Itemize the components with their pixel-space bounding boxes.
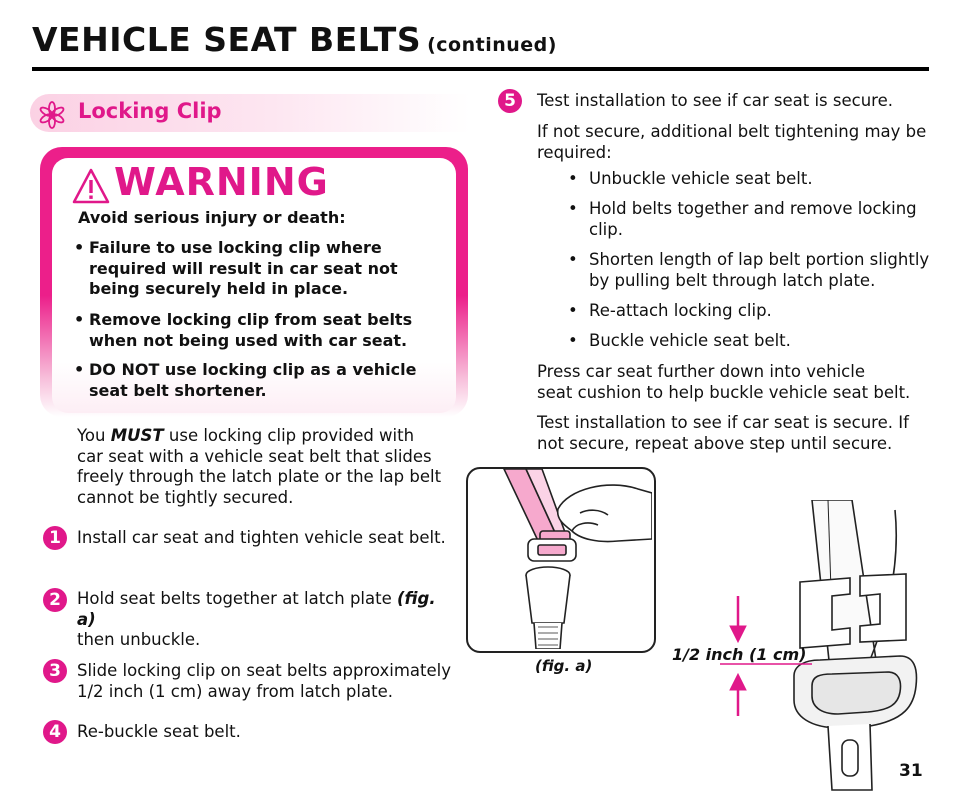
warning-bullet-3 [74, 360, 444, 401]
right-paragraph-2 [537, 362, 937, 403]
right-p1-line2: required: [537, 142, 612, 162]
right-bullet-line: by pulling belt through latch plate. [589, 270, 876, 290]
warning-lead: Avoid serious injury or death: [78, 208, 346, 227]
right-bullet-1 [568, 169, 933, 190]
page-number: 31 [899, 761, 923, 781]
intro-line2: car seat with a vehicle seat belt that slides [77, 446, 432, 466]
step-2-text [77, 589, 457, 651]
step-number-2: 2 [43, 588, 67, 612]
step-number-5: 5 [498, 89, 522, 113]
warning-bullet-2 [74, 310, 444, 351]
flower-icon [38, 101, 66, 129]
step-number-3: 3 [43, 659, 67, 683]
right-bullet-line: Hold belts together and remove locking [589, 199, 917, 218]
warning-bullet-line: required will result in car seat not [89, 258, 398, 278]
step-2-line1: Hold seat belts together at latch plate [77, 589, 397, 608]
right-p2-line2: seat cushion to help buckle vehicle seat belt. [537, 382, 911, 402]
intro-emphasis: MUST [110, 426, 164, 445]
warning-bullet-line: being securely held in place. [89, 279, 349, 298]
warning-bullet-line: Remove locking clip from seat belts [89, 310, 413, 329]
right-paragraph-1 [537, 122, 937, 163]
right-p2-line1: Press car seat further down into vehicle [537, 362, 865, 381]
intro-line3: freely through the latch plate or the lap belt [77, 467, 442, 486]
right-bullet-line: Unbuckle vehicle seat belt. [589, 169, 813, 188]
step-3-line2: 1/2 inch (1 cm) away from latch plate. [77, 681, 393, 701]
hand-buckle-illustration [468, 469, 652, 649]
section-title: Locking Clip [78, 99, 222, 123]
warning-bullet-line: DO NOT use locking clip as a vehicle [89, 360, 417, 379]
intro-line4: cannot be tightly secured. [77, 487, 294, 507]
page-title-text: VEHICLE SEAT BELTS [32, 20, 422, 59]
warning-bullet-1 [74, 238, 444, 300]
bullet-dot: • [74, 360, 85, 379]
measurement-label: 1/2 inch (1 cm) [672, 645, 807, 664]
bullet-dot: • [568, 169, 578, 188]
bullet-dot: • [74, 310, 85, 329]
warning-triangle-icon [72, 168, 110, 204]
right-bullet-line: Shorten length of lap belt portion slightly [589, 250, 930, 269]
bullet-dot: • [568, 250, 578, 269]
step-number-4: 4 [43, 720, 67, 744]
bullet-dot: • [568, 331, 578, 350]
right-bullet-5 [568, 331, 933, 352]
warning-bullet-line: seat belt shortener. [89, 380, 267, 400]
step-2-fig-ref: (fig. a) [77, 589, 436, 629]
bullet-dot: • [74, 238, 85, 257]
bullet-dot: • [568, 301, 578, 320]
bullet-dot: • [568, 199, 578, 218]
right-bullet-2 [568, 199, 933, 240]
step-4-text: Re-buckle seat belt. [77, 722, 241, 741]
page-subtitle: (continued) [427, 34, 557, 56]
step-number-1: 1 [43, 526, 67, 550]
right-paragraph-3 [537, 413, 937, 454]
figure-caption: (fig. a) [535, 657, 593, 675]
warning-label: WARNING [114, 160, 329, 204]
right-p3-line1: Test installation to see if car seat is secure. If [537, 413, 909, 432]
step-3-text [77, 661, 457, 702]
right-p1-line1: If not secure, additional belt tightening may be [537, 122, 927, 141]
intro-paragraph [77, 426, 457, 508]
warning-bullet-line: Failure to use locking clip where [89, 238, 382, 257]
right-p3-line2: not secure, repeat above step until secure. [537, 433, 893, 453]
page-title [32, 20, 557, 59]
right-bullet-line: Re-attach locking clip. [589, 301, 772, 320]
header-rule [32, 67, 929, 71]
right-bullet-line: Buckle vehicle seat belt. [589, 331, 791, 350]
step-3-line1: Slide locking clip on seat belts approximately [77, 661, 451, 680]
step-5-text: Test installation to see if car seat is secure. [537, 91, 893, 110]
right-bullet-4 [568, 301, 933, 322]
intro-prefix: You [77, 426, 111, 445]
right-bullet-3 [568, 250, 933, 291]
intro-line1: use locking clip provided with [163, 426, 415, 445]
step-2-line2: then unbuckle. [77, 630, 201, 649]
right-bullet-line: clip. [589, 219, 623, 239]
warning-bullet-line: when not being used with car seat. [89, 330, 408, 350]
step-1-text: Install car seat and tighten vehicle seat belt. [77, 528, 446, 547]
